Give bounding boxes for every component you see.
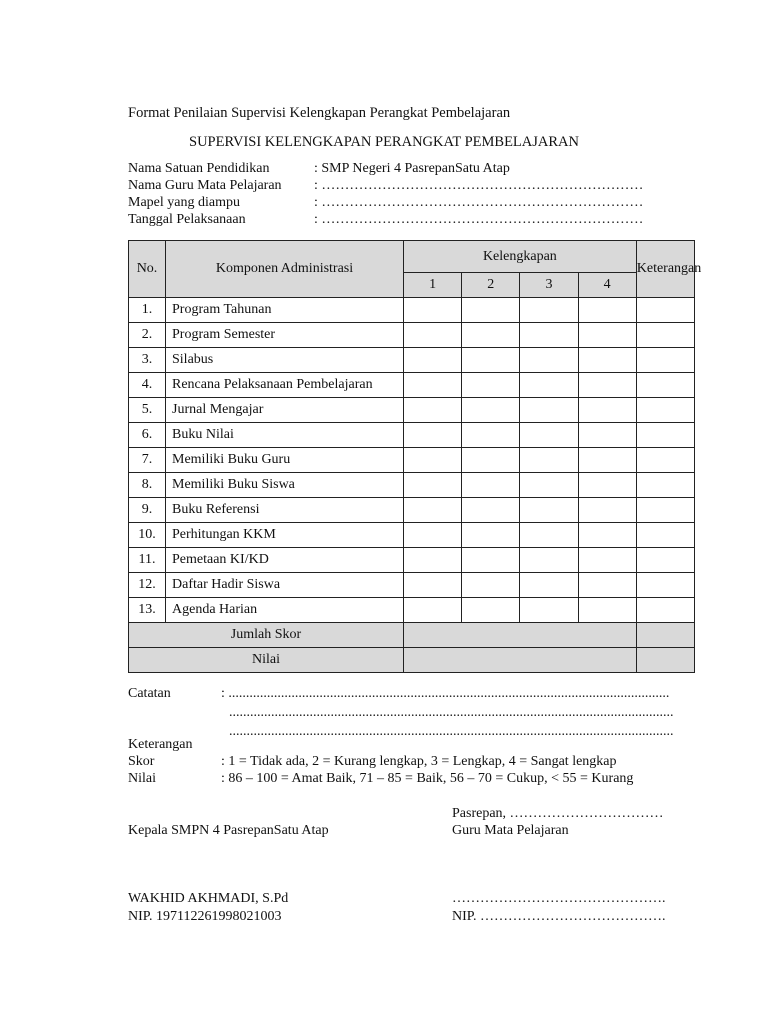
score-cell-1[interactable] bbox=[404, 398, 462, 423]
score-cell-4[interactable] bbox=[578, 423, 636, 448]
teacher-nip: NIP. …………………………………. bbox=[452, 909, 666, 924]
table-row bbox=[129, 423, 695, 448]
score-cell-1[interactable] bbox=[404, 348, 462, 373]
score-cell-1[interactable] bbox=[404, 573, 462, 598]
remarks-cell[interactable] bbox=[636, 598, 694, 623]
table-row bbox=[129, 498, 695, 523]
remarks-cell[interactable] bbox=[636, 473, 694, 498]
table-row bbox=[129, 473, 695, 498]
header-score-4: 4 bbox=[578, 273, 636, 298]
page-heading: SUPERVISI KELENGKAPAN PERANGKAT PEMBELAJARAN bbox=[189, 134, 579, 150]
score-cell-3[interactable] bbox=[520, 298, 578, 323]
notes-label: Catatan bbox=[128, 686, 171, 701]
remarks-cell[interactable] bbox=[636, 298, 694, 323]
remarks-cell[interactable] bbox=[636, 423, 694, 448]
score-cell-3[interactable] bbox=[520, 448, 578, 473]
total-remarks-cell[interactable] bbox=[636, 623, 694, 648]
teacher-role: Guru Mata Pelajaran bbox=[452, 823, 569, 838]
score-cell-3[interactable] bbox=[520, 598, 578, 623]
header-score-3: 3 bbox=[520, 273, 578, 298]
row-number: 6. bbox=[129, 423, 166, 448]
info-label: Nama Satuan Pendidikan bbox=[128, 161, 270, 176]
table-row bbox=[129, 598, 695, 623]
principal-role: Kepala SMPN 4 PasrepanSatu Atap bbox=[128, 823, 329, 838]
score-cell-1[interactable] bbox=[404, 448, 462, 473]
row-component: Buku Nilai bbox=[166, 423, 404, 448]
score-cell-2[interactable] bbox=[462, 373, 520, 398]
score-cell-1[interactable] bbox=[404, 298, 462, 323]
remarks-cell[interactable] bbox=[636, 573, 694, 598]
row-number: 8. bbox=[129, 473, 166, 498]
row-number: 1. bbox=[129, 298, 166, 323]
row-number: 12. bbox=[129, 573, 166, 598]
table-row bbox=[129, 573, 695, 598]
row-number: 3. bbox=[129, 348, 166, 373]
score-cell-3[interactable] bbox=[520, 523, 578, 548]
score-cell-4[interactable] bbox=[578, 298, 636, 323]
score-cell-4[interactable] bbox=[578, 573, 636, 598]
row-number: 5. bbox=[129, 398, 166, 423]
remarks-cell[interactable] bbox=[636, 548, 694, 573]
remarks-cell[interactable] bbox=[636, 498, 694, 523]
row-component: Memiliki Buku Siswa bbox=[166, 473, 404, 498]
row-component: Rencana Pelaksanaan Pembelajaran bbox=[166, 373, 404, 398]
table-row bbox=[129, 398, 695, 423]
notes-line[interactable]: ............................................................................................................................... bbox=[229, 724, 674, 739]
row-number: 7. bbox=[129, 448, 166, 473]
row-component: Memiliki Buku Guru bbox=[166, 448, 404, 473]
table-row bbox=[129, 448, 695, 473]
table-row bbox=[129, 298, 695, 323]
table-row bbox=[129, 348, 695, 373]
score-cell-2[interactable] bbox=[462, 473, 520, 498]
score-cell-3[interactable] bbox=[520, 348, 578, 373]
score-cell-3[interactable] bbox=[520, 423, 578, 448]
score-cell-4[interactable] bbox=[578, 398, 636, 423]
info-value: : …………………………………………………………… bbox=[314, 178, 644, 193]
score-cell-2[interactable] bbox=[462, 523, 520, 548]
info-teacher bbox=[128, 178, 698, 195]
score-cell-2[interactable] bbox=[462, 598, 520, 623]
score-cell-2[interactable] bbox=[462, 298, 520, 323]
score-cell-4[interactable] bbox=[578, 473, 636, 498]
score-cell-1[interactable] bbox=[404, 423, 462, 448]
score-cell-2[interactable] bbox=[462, 348, 520, 373]
table-row bbox=[129, 548, 695, 573]
teacher-name: ………………………………………. bbox=[452, 891, 666, 906]
info-date bbox=[128, 212, 698, 229]
score-cell-1[interactable] bbox=[404, 523, 462, 548]
score-cell-3[interactable] bbox=[520, 573, 578, 598]
score-cell-3[interactable] bbox=[520, 498, 578, 523]
score-cell-1[interactable] bbox=[404, 323, 462, 348]
score-cell-2[interactable] bbox=[462, 448, 520, 473]
score-cell-4[interactable] bbox=[578, 498, 636, 523]
score-cell-4[interactable] bbox=[578, 548, 636, 573]
score-cell-1[interactable] bbox=[404, 373, 462, 398]
row-number: 10. bbox=[129, 523, 166, 548]
score-cell-4[interactable] bbox=[578, 448, 636, 473]
score-cell-3[interactable] bbox=[520, 398, 578, 423]
remarks-cell[interactable] bbox=[636, 348, 694, 373]
notes-line[interactable]: : .............................................................................................................................. bbox=[221, 686, 670, 701]
score-cell-4[interactable] bbox=[578, 323, 636, 348]
score-legend-label: Skor bbox=[128, 754, 155, 769]
score-cell-4[interactable] bbox=[578, 523, 636, 548]
assessment-table bbox=[128, 240, 702, 673]
info-label: Tanggal Pelaksanaan bbox=[128, 212, 246, 227]
document-title: Format Penilaian Supervisi Kelengkapan Perangkat Pembelajaran bbox=[128, 105, 511, 121]
score-cell-1[interactable] bbox=[404, 473, 462, 498]
header-no: No. bbox=[129, 241, 166, 298]
row-number: 13. bbox=[129, 598, 166, 623]
score-cell-4[interactable] bbox=[578, 598, 636, 623]
header-component: Komponen Administrasi bbox=[166, 241, 404, 298]
row-number: 2. bbox=[129, 323, 166, 348]
remarks-cell[interactable] bbox=[636, 373, 694, 398]
row-component: Program Semester bbox=[166, 323, 404, 348]
score-legend-text: : 1 = Tidak ada, 2 = Kurang lengkap, 3 = Lengkap, 4 = Sangat lengkap bbox=[221, 754, 617, 769]
principal-nip: NIP. 197112261998021003 bbox=[128, 909, 282, 924]
row-component: Perhitungan KKM bbox=[166, 523, 404, 548]
header-completeness: Kelengkapan bbox=[404, 241, 637, 273]
score-cell-2[interactable] bbox=[462, 423, 520, 448]
row-number: 9. bbox=[129, 498, 166, 523]
total-score-cell[interactable] bbox=[404, 623, 637, 648]
score-cell-1[interactable] bbox=[404, 498, 462, 523]
place-date: Pasrepan, …………………………… bbox=[452, 806, 664, 821]
table-row bbox=[129, 373, 695, 398]
table-row bbox=[129, 323, 695, 348]
score-cell-4[interactable] bbox=[578, 373, 636, 398]
info-label: Mapel yang diampu bbox=[128, 195, 240, 210]
score-cell-3[interactable] bbox=[520, 323, 578, 348]
score-cell-3[interactable] bbox=[520, 548, 578, 573]
remarks-cell[interactable] bbox=[636, 523, 694, 548]
score-cell-1[interactable] bbox=[404, 598, 462, 623]
grade-legend-text: : 86 – 100 = Amat Baik, 71 – 85 = Baik, 56 – 70 = Cukup, < 55 = Kurang bbox=[221, 771, 634, 786]
grade-legend-label: Nilai bbox=[128, 771, 156, 786]
notes-line[interactable]: ............................................................................................................................... bbox=[229, 705, 674, 720]
row-component: Jurnal Mengajar bbox=[166, 398, 404, 423]
row-component: Agenda Harian bbox=[166, 598, 404, 623]
remarks-cell[interactable] bbox=[636, 448, 694, 473]
score-cell-3[interactable] bbox=[520, 473, 578, 498]
remarks-cell[interactable] bbox=[636, 323, 694, 348]
score-cell-1[interactable] bbox=[404, 548, 462, 573]
score-cell-2[interactable] bbox=[462, 323, 520, 348]
header-score-1: 1 bbox=[404, 273, 462, 298]
score-cell-4[interactable] bbox=[578, 348, 636, 373]
row-component: Silabus bbox=[166, 348, 404, 373]
row-component: Pemetaan KI/KD bbox=[166, 548, 404, 573]
row-component: Program Tahunan bbox=[166, 298, 404, 323]
legend-label: Keterangan bbox=[128, 737, 193, 752]
grade-label: Nilai bbox=[129, 648, 404, 673]
grade-remarks-cell[interactable] bbox=[636, 648, 694, 673]
header-score-2: 2 bbox=[462, 273, 520, 298]
info-value: : SMP Negeri 4 PasrepanSatu Atap bbox=[314, 161, 510, 176]
info-value: : …………………………………………………………… bbox=[314, 195, 644, 210]
remarks-cell[interactable] bbox=[636, 398, 694, 423]
info-label: Nama Guru Mata Pelajaran bbox=[128, 178, 282, 193]
info-subject bbox=[128, 195, 698, 212]
grade-cell[interactable] bbox=[404, 648, 637, 673]
info-school bbox=[128, 161, 698, 178]
row-number: 11. bbox=[129, 548, 166, 573]
info-value: : …………………………………………………………… bbox=[314, 212, 644, 227]
score-cell-2[interactable] bbox=[462, 548, 520, 573]
table-row bbox=[129, 523, 695, 548]
row-component: Daftar Hadir Siswa bbox=[166, 573, 404, 598]
score-cell-2[interactable] bbox=[462, 398, 520, 423]
principal-name: WAKHID AKHMADI, S.Pd bbox=[128, 891, 289, 906]
header-remarks: Keterangan bbox=[636, 241, 694, 298]
row-component: Buku Referensi bbox=[166, 498, 404, 523]
score-cell-2[interactable] bbox=[462, 573, 520, 598]
total-score-label: Jumlah Skor bbox=[129, 623, 404, 648]
row-number: 4. bbox=[129, 373, 166, 398]
score-cell-3[interactable] bbox=[520, 373, 578, 398]
score-cell-2[interactable] bbox=[462, 498, 520, 523]
